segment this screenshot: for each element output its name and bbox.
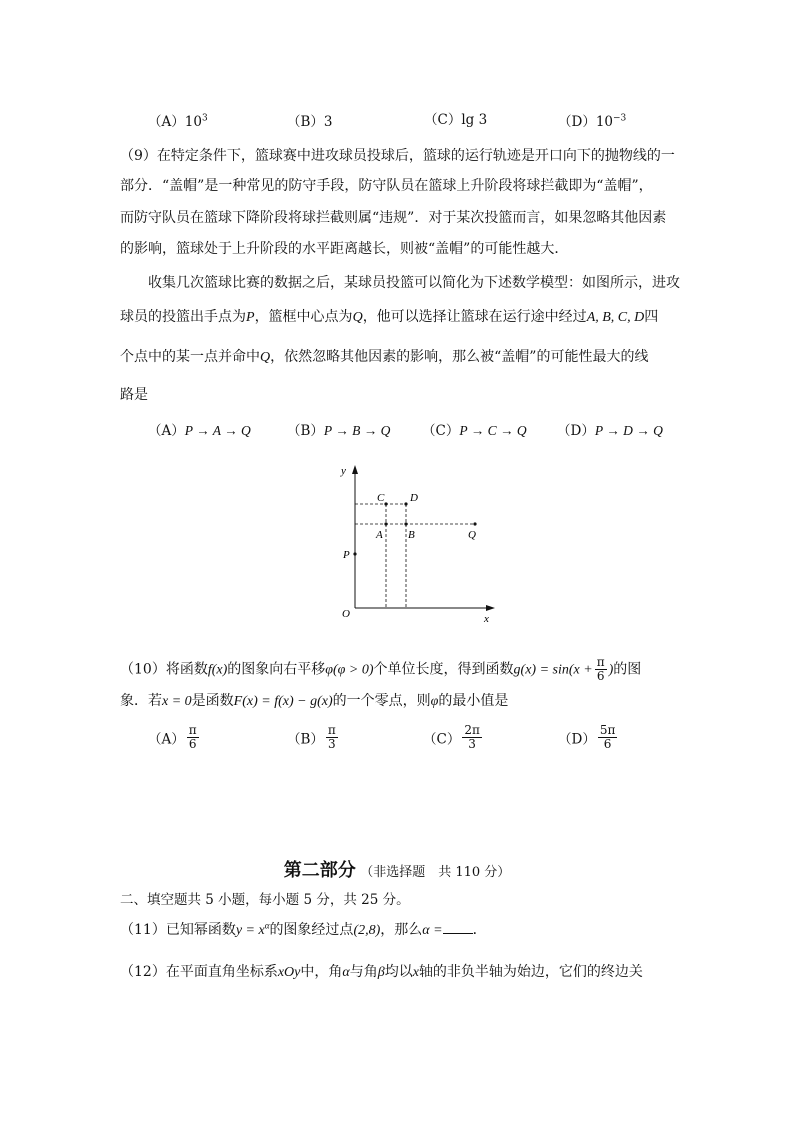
option-label: （B）	[287, 114, 324, 130]
option-label: （D）	[557, 423, 595, 439]
label-b: B	[408, 529, 415, 541]
frac-num: π	[327, 723, 336, 737]
label-a: A	[376, 529, 383, 541]
label-c: C	[377, 492, 385, 504]
option-label: （D）	[558, 731, 596, 748]
option-fraction	[326, 724, 338, 751]
q8-option-b	[287, 110, 333, 130]
math-F-def: F(x) = f(x) − g(x)	[233, 694, 333, 709]
option-path: P → B → Q	[323, 423, 391, 438]
q8-option-c	[424, 108, 487, 128]
text: 与角	[349, 964, 378, 980]
label-o: O	[342, 608, 350, 620]
math-x0: x = 0	[162, 694, 192, 709]
q9-para2-line-3	[120, 346, 680, 366]
text: 个点中的某一点并命中	[120, 349, 260, 365]
text: 四	[644, 309, 659, 325]
math-x: x	[412, 965, 419, 980]
text: （10）将函数	[120, 661, 208, 678]
text: 的图象经过点	[269, 922, 354, 938]
q9-line-2: 部分．“盖帽”是一种常见的防守手段，防守队员在篮球上升阶段将球拦截即为“盖帽”，	[120, 178, 653, 194]
q10-option-b	[287, 724, 340, 751]
point-p	[353, 552, 356, 555]
q9-para2-line-4: 路是	[120, 387, 148, 403]
text: 个单位长度，得到函数	[373, 661, 514, 678]
text: ，篮框中心点为	[254, 309, 353, 325]
point-q	[473, 522, 476, 525]
y-axis-arrow	[352, 465, 358, 474]
option-value: lg 3	[461, 112, 488, 128]
q9-option-d	[557, 419, 663, 439]
q9-line-4: 的影响，篮球处于上升阶段的水平距离越长，则被“盖帽”的可能性越大．	[120, 241, 569, 257]
q10-option-d	[558, 724, 619, 751]
math-phi: φ	[430, 694, 439, 709]
q9-line-1: （9）在特定条件下，篮球赛中进攻球员投球后，篮球的运行轨迹是开口向下的抛物线的一	[120, 148, 675, 164]
text: 的一个零点，则	[332, 693, 431, 709]
text: （12）在平面直角坐标系	[120, 964, 278, 980]
math-beta: β	[377, 965, 385, 980]
text: 的图	[613, 661, 642, 678]
option-label: （B）	[287, 423, 324, 439]
option-exponent: 3	[201, 113, 208, 124]
math-point: (2,8)	[353, 923, 381, 938]
math-close: )	[608, 662, 614, 678]
label-q: Q	[468, 529, 476, 541]
math-exp: α	[264, 920, 270, 931]
option-label: （A）	[148, 423, 185, 439]
point-a	[384, 522, 387, 525]
q8-option-a	[148, 110, 208, 130]
q9-para2-line-2	[120, 306, 680, 326]
q11-line	[120, 919, 680, 939]
frac-den: 6	[603, 737, 612, 751]
text: ，依然忽略其他因素的影响，那么被“盖帽”的可能性最大的线	[270, 349, 649, 365]
option-label: （A）	[148, 114, 185, 130]
option-fraction	[598, 724, 618, 751]
math-alpha: α	[342, 965, 350, 980]
text: （11）已知幂函数	[120, 922, 236, 938]
frac-den: 3	[468, 737, 476, 751]
answer-blank[interactable]	[443, 921, 473, 934]
text: 象．若	[120, 693, 162, 709]
option-path: P → A → Q	[184, 423, 251, 438]
option-value: 10	[184, 114, 202, 130]
points-abcd: A, B, C, D	[586, 310, 645, 325]
part-title: 第二部分	[283, 860, 356, 881]
option-path: P → C → Q	[459, 423, 527, 438]
frac-num: 5π	[599, 723, 616, 737]
text: 是函数	[191, 693, 234, 709]
frac-den: 6	[596, 669, 605, 683]
q10-option-a	[148, 724, 201, 751]
part-2-title	[0, 856, 794, 882]
point-c	[384, 502, 387, 505]
label-y: y	[341, 465, 346, 477]
option-value: 10	[595, 114, 614, 130]
math-xoy: xOy	[277, 965, 301, 980]
x-axis-arrow	[486, 605, 495, 611]
frac-num: 2π	[464, 723, 480, 737]
q8-option-d	[558, 110, 626, 130]
text: 轴的非负半轴为始边，它们的终边关	[418, 964, 643, 980]
point-d	[404, 502, 407, 505]
q9-option-a	[148, 419, 251, 439]
q9-para2-line-1: 收集几次篮球比赛的数据之后，某球员投篮可以简化为下述数学模型：如图所示，进攻	[148, 275, 680, 291]
math-func: y = x	[235, 923, 265, 938]
option-path: P → D → Q	[594, 423, 663, 438]
q9-option-c	[422, 419, 527, 439]
option-fraction	[462, 724, 482, 751]
frac-den: 3	[328, 737, 336, 751]
fraction-pi-6	[595, 656, 607, 683]
var-p: P	[246, 310, 255, 325]
option-exponent: −3	[613, 113, 627, 124]
part-subtitle: （非选择题 共 110 分）	[360, 865, 511, 880]
text: 中，角	[300, 964, 343, 980]
q10-line-1	[120, 656, 680, 683]
option-label: （C）	[423, 731, 461, 748]
text: 均以	[384, 964, 413, 980]
option-label: （C）	[424, 112, 462, 128]
label-p: P	[343, 549, 350, 561]
q9-figure	[330, 460, 510, 630]
section-heading: 二、填空题共 5 小题，每小题 5 分，共 25 分。	[120, 892, 410, 908]
label-d: D	[410, 492, 418, 504]
text: 球员的投篮出手点为	[120, 309, 246, 325]
option-fraction	[187, 724, 199, 751]
frac-num: π	[188, 723, 197, 737]
option-value: 3	[323, 114, 333, 130]
text: ，那么	[380, 922, 423, 938]
text: ，他可以选择让篮球在运行途中经过	[362, 309, 587, 325]
option-label: （A）	[148, 731, 185, 748]
frac-den: 6	[188, 737, 197, 751]
q12-line	[120, 961, 680, 981]
q9-line-3: 而防守队员在篮球下降阶段将球拦截则属“违规”．对于某次投篮而言，如果忽略其他因素	[120, 210, 667, 226]
option-label: （C）	[422, 423, 460, 439]
math-fx: f(x)	[207, 662, 228, 678]
math-g-def: g(x) = sin(x +	[513, 662, 593, 678]
math-alpha: α =	[422, 923, 443, 938]
var-q: Q	[352, 310, 363, 325]
var-q: Q	[260, 350, 271, 365]
q9-option-b	[287, 419, 390, 439]
math-phi-cond: φ(φ > 0)	[325, 662, 374, 678]
option-label: （D）	[558, 114, 596, 130]
text: 的图象向右平移	[227, 661, 326, 678]
q10-line-2	[120, 690, 680, 710]
point-b	[404, 522, 407, 525]
q10-option-c	[423, 724, 484, 751]
text: 的最小值是	[438, 693, 509, 709]
option-label: （B）	[287, 731, 324, 748]
text: ．	[472, 922, 487, 938]
frac-num: π	[596, 655, 605, 669]
label-x: x	[484, 613, 489, 625]
